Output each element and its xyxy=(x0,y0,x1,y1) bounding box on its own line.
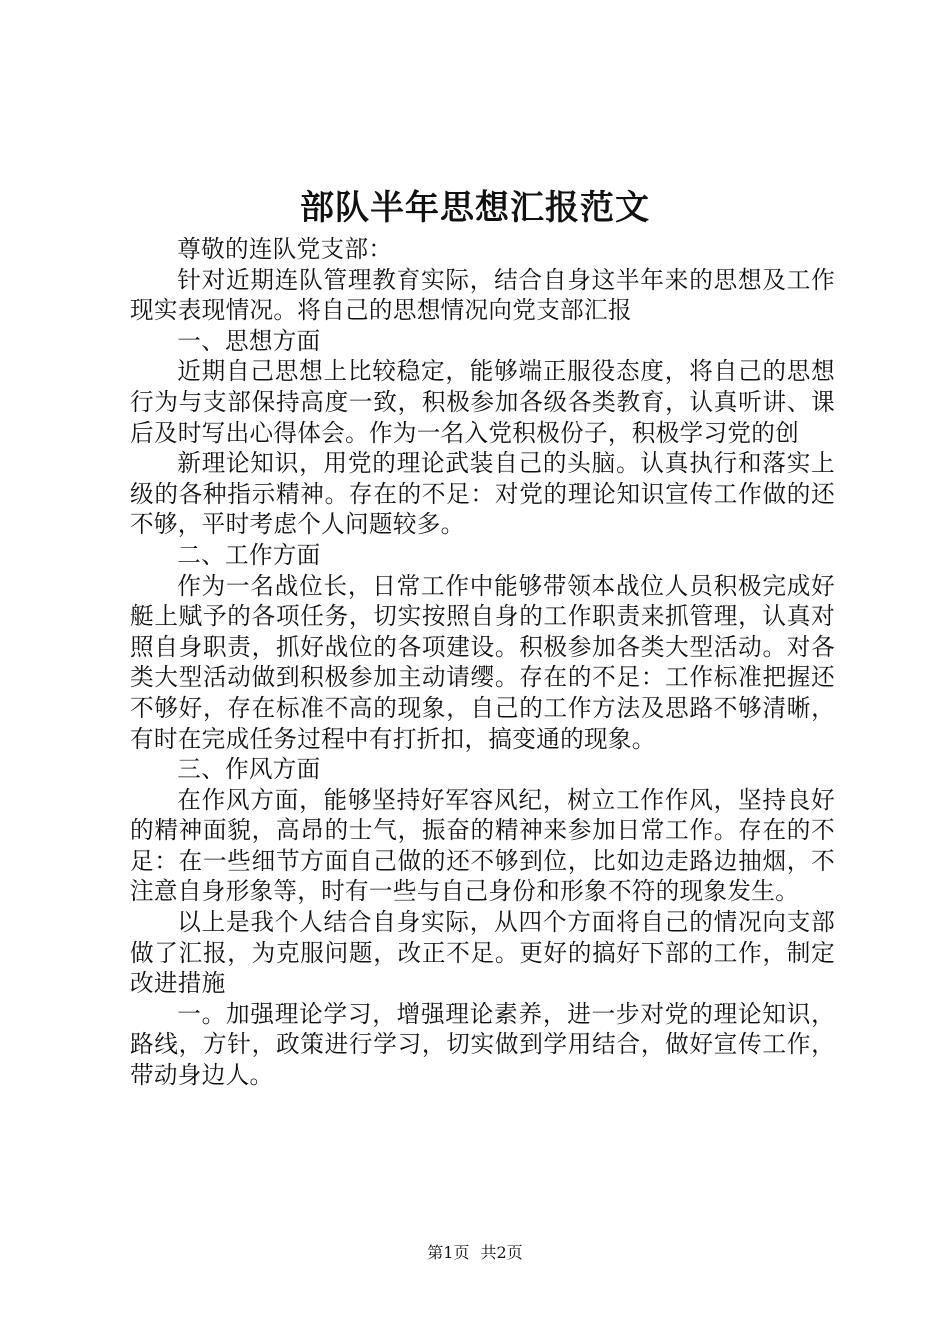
section-heading-style: 三、作风方面 xyxy=(177,755,321,784)
body-paragraph: 在作风方面，能够坚持好军容风纪，树立工作作风，坚持良好的精神面貌，高昂的士气，振奋的精神来参加日常工作。存在的不足：在一些细节方面自己做的还不够到位，比如边走路边抽烟，不注意自身形象等，时有一些与自己身份和形象不符的现象发生。 xyxy=(130,785,835,906)
body-paragraph: 一。加强理论学习，增强理论素养，进一步对党的理论知识，路线，方针，政策进行学习，切实做到学用结合，做好宣传工作，带动身边人。 xyxy=(130,999,835,1090)
page-number-footer: 第1页 共2页 xyxy=(427,1243,523,1262)
section-heading-thought: 一、思想方面 xyxy=(177,326,321,355)
section-heading-work: 二、工作方面 xyxy=(177,540,321,569)
body-paragraph: 作为一名战位长，日常工作中能够带领本战位人员积极完成好艇上赋予的各项任务，切实按照自身的工作职责来抓管理，认真对照自身职责，抓好战位的各项建设。积极参加各类大型活动。对各类大型活动做到积极参加主动请缨。存在的不足：工作标准把握还不够好，存在标准不高的现象，自己的工作方法及思路不够清晰，有时在完成任务过程中有打折扣，搞变通的现象。 xyxy=(130,571,835,753)
intro-paragraph: 针对近期连队管理教育实际，结合自身这半年来的思想及工作现实表现情况。将自己的思想情况向党支部汇报 xyxy=(130,265,835,325)
body-paragraph: 近期自己思想上比较稳定，能够端正服役态度，将自己的思想行为与支部保持高度一致，积极参加各级各类教育，认真听讲、课后及时写出心得体会。作为一名入党积极份子，积极学习党的创 xyxy=(130,357,835,447)
document-body xyxy=(130,234,835,1091)
document-title: 部队半年思想汇报范文 xyxy=(300,188,650,228)
body-paragraph: 以上是我个人结合自身实际，从四个方面将自己的情况向支部做了汇报，为克服问题，改正不足。更好的搞好下部的工作，制定改进措施 xyxy=(130,908,835,998)
salutation: 尊敬的连队党支部： xyxy=(177,235,393,263)
body-paragraph: 新理论知识，用党的理论武装自己的头脑。认真执行和落实上级的各种指示精神。存在的不足：对党的理论知识宣传工作做的还不够，平时考虑个人问题较多。 xyxy=(130,449,835,539)
